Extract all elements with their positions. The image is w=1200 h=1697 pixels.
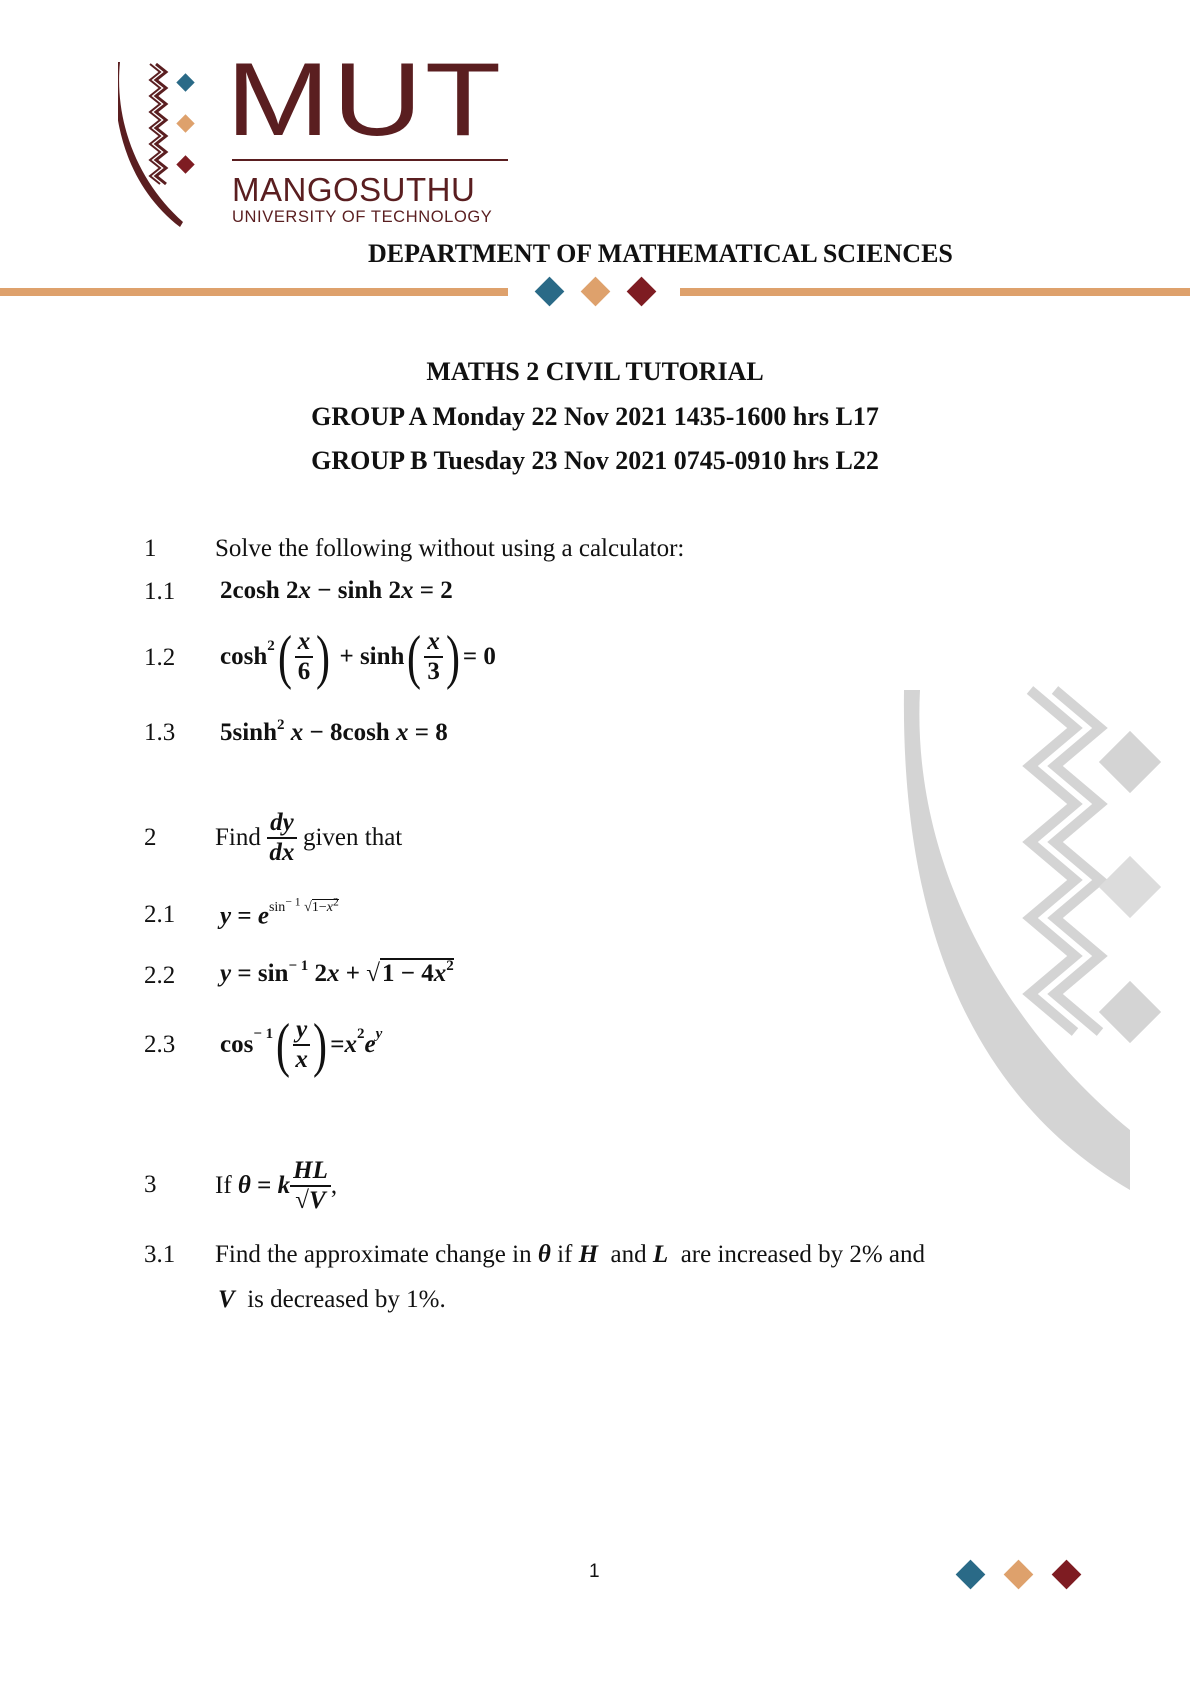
- logo-university: UNIVERSITY OF TECHNOLOGY: [232, 208, 493, 226]
- logo-rule: [232, 159, 508, 161]
- q3-line2: is decreased by 1%.: [247, 1286, 446, 1313]
- hl-over-root-v-fraction: $\frac{HL}{√V}$: [290, 1157, 331, 1215]
- q3-line1-a: Find the approximate change in: [215, 1241, 532, 1268]
- group-a-schedule: GROUP A Monday 22 Nov 2021 1435-1600 hrs L17: [311, 402, 879, 431]
- equation-1-1: 2cosh 2x − sinh 2x = 2: [220, 577, 453, 604]
- logo-mut: MUT: [226, 42, 504, 158]
- question-2-3-number: 2.3: [144, 1031, 176, 1058]
- question-3-if: If: [215, 1172, 232, 1199]
- dy-dx-fraction: $\frac{dy}{dx}$: [267, 809, 297, 867]
- question-3-text: If θ = k $\frac{HL}{√V}$ ,: [215, 1157, 338, 1214]
- logo-emblem-icon: [118, 62, 208, 232]
- equation-2-3: cos − 1 ( $\frac{y}{x}$ ) = x 2 e y: [220, 1012, 383, 1078]
- diamond-tan-icon: [581, 277, 611, 307]
- question-2-2-number: 2.2: [144, 962, 176, 989]
- q3-line1-d: are increased by 2% and: [680, 1241, 926, 1268]
- decorative-emblem-icon: [900, 680, 1170, 1200]
- tutorial-title: MATHS 2 CIVIL TUTORIAL: [426, 357, 764, 386]
- divider-right: [680, 288, 1190, 296]
- equation-2-1: $y = e^{sin^{- 1} √1-x^2}$: [220, 895, 339, 930]
- equation-1-2: cosh 2 ( $\frac{x}{6}$ ) + sinh ( $\frac{x}{3}$ ) = 0: [220, 624, 496, 690]
- question-2-find: Find: [215, 824, 261, 851]
- page-number: 1: [589, 1561, 600, 1582]
- question-2-number: 2: [144, 824, 157, 851]
- question-2-1-number: 2.1: [144, 901, 176, 928]
- footer-diamond-tan-icon: [1004, 1560, 1034, 1590]
- footer-diamond-maroon-icon: [1052, 1560, 1082, 1590]
- group-b-schedule: GROUP B Tuesday 23 Nov 2021 0745-0910 hrs L22: [311, 446, 879, 475]
- department-title: DEPARTMENT OF MATHEMATICAL SCIENCES: [368, 239, 953, 268]
- question-3-1-line-1: Find the approximate change in θ if H and L are increased by 2% and: [215, 1241, 926, 1268]
- q3-line1-b: if: [557, 1241, 573, 1268]
- q3-line1-c: and: [610, 1241, 647, 1268]
- diamond-blue-icon: [535, 277, 565, 307]
- diamond-maroon-icon: [627, 277, 657, 307]
- question-1-1-number: 1.1: [144, 578, 176, 605]
- question-3-1-number: 3.1: [144, 1241, 176, 1268]
- equation-1-3: $5\sinh^2$ x − 8cosh x = 8: [220, 717, 448, 746]
- footer-diamond-blue-icon: [956, 1560, 986, 1590]
- question-3-1-line-2: V is decreased by 1%.: [218, 1286, 446, 1313]
- equation-2-2: $y = \sin^{- 1} 2x + √1 - 4x^2$: [220, 958, 454, 987]
- logo-mangosuthu: MANGOSUTHU: [232, 171, 476, 208]
- divider-left: [0, 288, 508, 296]
- question-3-number: 3: [144, 1171, 157, 1198]
- question-2-given: given that: [302, 824, 403, 851]
- question-1-2-number: 1.2: [144, 644, 176, 671]
- question-1-number: 1: [144, 535, 157, 562]
- question-1-3-number: 1.3: [144, 719, 176, 746]
- question-2-text: [215, 803, 402, 873]
- question-1-text: Solve the following without using a calculator:: [215, 535, 685, 562]
